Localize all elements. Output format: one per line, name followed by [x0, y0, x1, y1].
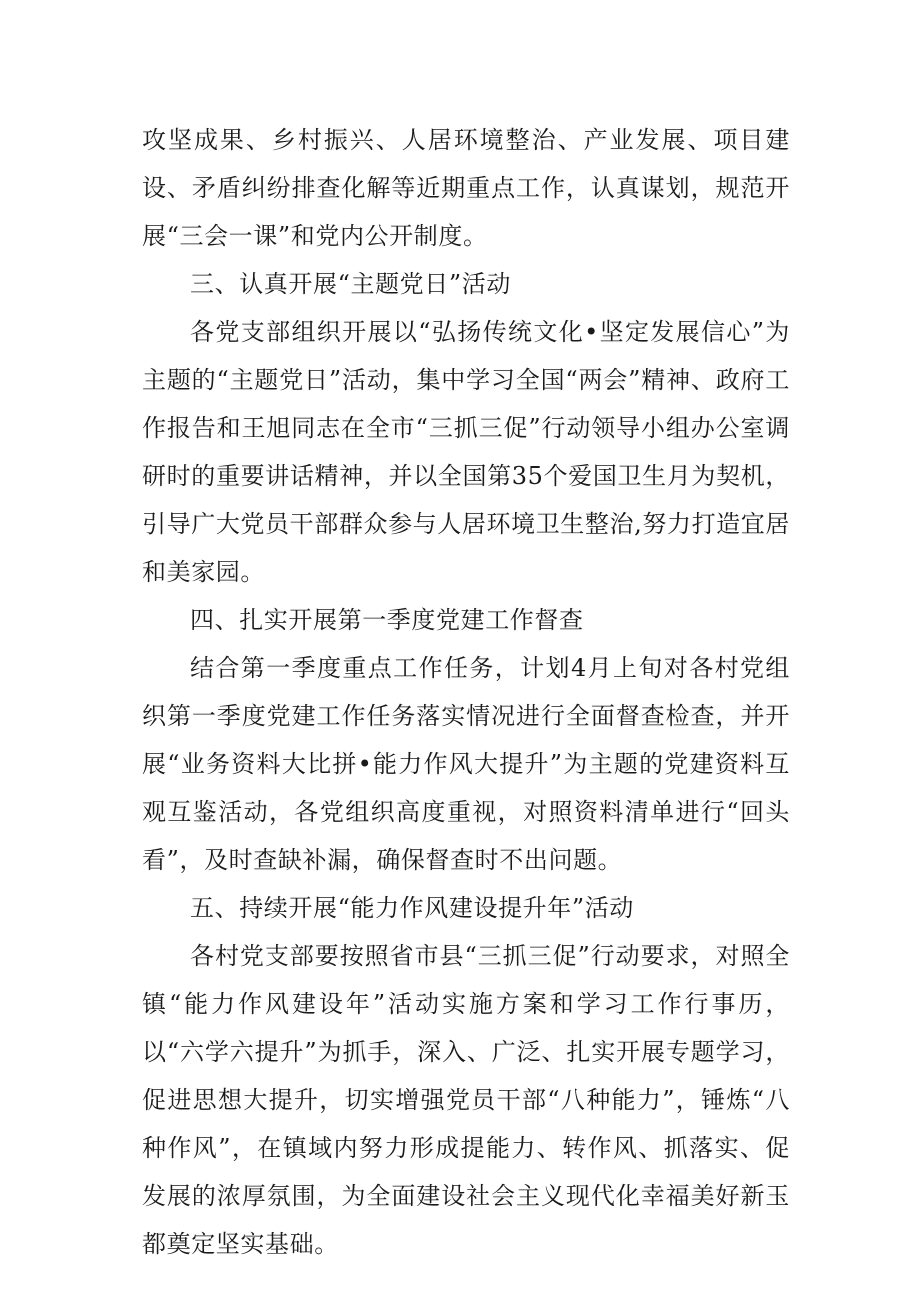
section-body-5: 各村党支部要按照省市县“三抓三促”行动要求，对照全镇“能力作风建设年”活动实施方案和学习工作行事历，以“六学六提升”为抓手，深入、广泛、扎实开展专题学习，促进思想大提升，切实增强党员干部“八种能力”，锤炼“八种作风”，在镇域内努力形成提能力、转作风、抓落实、促发展的浓厚氛围，为全面建设社会主义现代化幸福美好新玉都奠定坚实基础。 [142, 942, 790, 1258]
continuation-paragraph: 攻坚成果、乡村振兴、人居环境整治、产业发展、项目建设、矛盾纠纷排查化解等近期重点工作，认真谋划，规范开展“三会一课”和党内公开制度。 [142, 126, 790, 250]
section-body-3: 各党支部组织开展以“弘扬传统文化•坚定发展信心”为主题的“主题党日”活动，集中学习全国“两会”精神、政府工作报告和王旭同志在全市“三抓三促”行动领导小组办公室调研时的重要讲话精神，并以全国第35个爱国卫生月为契机，引导广大党员干部群众参与人居环境卫生整治,努力打造宜居和美家园。 [142, 318, 790, 586]
document-page [142, 116, 790, 1268]
section-heading-5: 五、持续开展“能力作风建设提升年”活动 [190, 894, 634, 922]
section-heading-3: 三、认真开展“主题党日”活动 [190, 270, 511, 298]
section-heading-4: 四、扎实开展第一季度党建工作督查 [190, 606, 584, 634]
section-body-4: 结合第一季度重点工作任务，计划4月上旬对各村党组织第一季度党建工作任务落实情况进行全面督查检查，并开展“业务资料大比拼•能力作风大提升”为主题的党建资料互观互鉴活动，各党组织高度重视，对照资料清单进行“回头看”，及时查缺补漏，确保督查时不出问题。 [142, 654, 790, 874]
